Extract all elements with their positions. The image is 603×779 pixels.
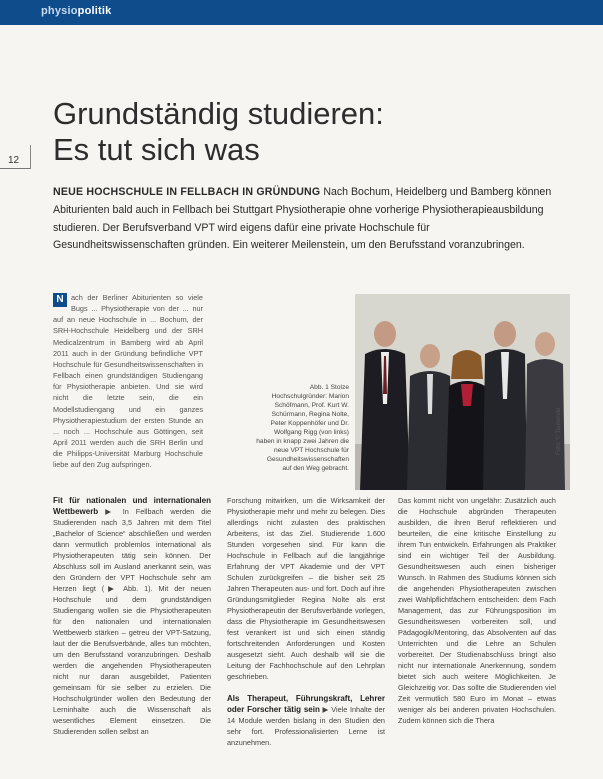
intro-paragraph [53,292,203,471]
section-label-bold: politik [77,5,112,17]
column-1-subheading: Fit für nationalen und internationalen Wettbewerb [53,496,211,516]
dropcap: N [53,293,67,307]
page-title-line1: Grundständig studieren: [53,96,384,131]
page-marker-rule [0,168,30,169]
lead-kicker: NEUE HOCHSCHULE IN FELLBACH IN GRÜNDUNG [53,186,321,198]
page-title [53,96,384,168]
column-2-text-continued: ▶ Viele Inhalte der 14 Module werden bislang in den Studien den sehr fort. Professionalisierten Lerne ist anzunehmen. [227,705,385,747]
text-column-2 [227,495,385,748]
column-2-subheading: Als Therapeut, Führungskraft, Lehrer oder Forscher tätig sein [227,694,385,714]
person-3 [446,350,488,490]
photo-credit: Foto: © Tausende [556,407,562,455]
page-marker-line [30,145,31,169]
text-column-1 [53,495,211,737]
group-photo [355,294,570,490]
column-3-text: Das kommt nicht von ungefähr: Zusätzlich auch die Hochschule abgründen Therapeuten ausbilden, die ihren Beruf reflektieren und beurteilen, die eine kritische Einstellung zu ihrem Tun entwickeln. Erfahrungen als Praktiker sind ein wichtiger Teil der Ausbildung. Gesundheitswesen auch einen bisheriger Wunsch. In Rahmen des Studiums können sich die angehenden Physiotherapeuten zwischen zwei Wahlpflichtfächern entscheiden: dem Fach Management, das zur Führungsposition im Gesundheitswesen vorbereiten soll, und Pädagogik/Mentoring, das Absolventen auf das Unterrichten und die Lehre an Schulen vorbereitet. Der Studienabschluss bringt also nicht nur internationale Anerkennung, sondern bietet sich auch weitere Möglichkeiten. Je Gleichzeitig vor. Das sollte die Studierenden viel Zeit vermutlich 580 Euro im Monat – etwas weniger als bei anderen privaten Hochschulen. Zudem können sich die Thera [398,496,556,725]
group-photo-illustration [355,294,570,490]
section-header-bar [0,0,603,25]
section-label [41,5,111,17]
page-number: 12 [8,155,20,166]
photo-caption: Abb. 1 Stolze Hochschulgründer: Marion Schöfmann, Prof. Kurt W. Schürmann, Regina Nolte, Peter Koppenhöfer und Dr. Wolfgang Rigg (von links) haben in knapp zwei Jahren die neue VPT Hochschule für Gesundheitswissenschaften auf den Weg gebracht. [256,384,349,472]
lead-text: Nach Bochum, Heidelberg und Bamberg können Abiturienten bald auch in Fellbach bei Stuttgart Physiotherapie ohne vorherige Physiotherapieausbildung studieren. Der Berufsverband VPT wird eigens dafür eine private Hochschule für Gesundheitswissenschaften gründen. Ein weiterer Meilenstein, um den Berufsstand voranzubringen. [53,186,552,252]
section-label-prefix: physio [41,5,78,17]
column-1-text: ▶ In Fellbach werden die Studierenden nach 3,5 Jahren mit dem Titel „Bachelor of Science“ abschließen und werden dann vermutlich problemlos international als Physiotherapeuten tätig sein können. Der Abschluss soll im Ausland anerkannt sein, was den Gründern der VPT Hochschule sehr am Herzen liegt (▶ Abb. 1). Mit der neuen Hochschule und dem grundständigen Studiengang wollen sie die Physiotherapeuten für den nationalen und internationalen Wettbewerb stärken – getreu der VPT-Satzung, laut der die Berufsverbände, alles tun möchten, um den Berufsstand voranzubringen. Deshalb werden die angehenden Physiotherapeuten nicht nur daran ausgebildet, Patienten gemeinsam für sie selber zu erzielen. Die Hochschulgründer wollen den Bedeutung der Lerninhalte auch die Wissenschaft als wesentliches Element einsetzen. Die Studierenden sollen selbst an [53,507,211,736]
page-title-line2: Es tut sich was [53,132,260,167]
intro-text: ach der Berliner Abiturienten so viele Bugs ... Physiotherapie von der ... nur auf an neue Hochschule in ... Bochum, der SRH-Hochschule Heidelberg und der SRH Medicalzentrum in Bamberg wird ab April 2011 auch in der Gründung befindliche VPT Hochschule für Gesundheitswissenschaften in Fellbach einen grundständigen Studiengang für Physiotherapie anbieten. Und sie wird nicht die letzte sein, die ein Modellstudiengang und ein ganzes Physiotherapiestudium der ersten Stunde an ... noch ... Hochschule aus Göttingen, seit April 2011 werden auch die SRH Berlin und die Philipps-Universität Marburg Hochschule liebe auf den Zug aufspringen. [53,293,203,470]
lead-paragraph [53,184,563,255]
column-2-text: Forschung mitwirken, um die Wirksamkeit der Physiotherapie mehr und mehr zu belegen. Dies allerdings nicht zulasten des praktischen Arbeitens, ist das Ziel. Studierende 1.600 Stunden vorgesehen sind. Für kann die Hochschule in Fellbach auf die langjährige Erfahrung der VPT Akademie und der VPT Schulen zurückgreifen – die bisher seit 25 Jahren Therapeuten aus- und fort. Doch auf ihre Gründungsmitglieder Regina Nolte als erst Physiotherapeutin der Berufsverbände vorlegen, dass die Physiotherapie im Gesundheitswesen fest verankert ist und sich einen ständig fortschreitenden Anforderungen und Kosten ausgesetzt sieht. Auch deshalb will sie die Leitung der Fachhochschule auf den Lehrplan geschrieben. [227,496,385,681]
text-column-3 [398,495,556,726]
